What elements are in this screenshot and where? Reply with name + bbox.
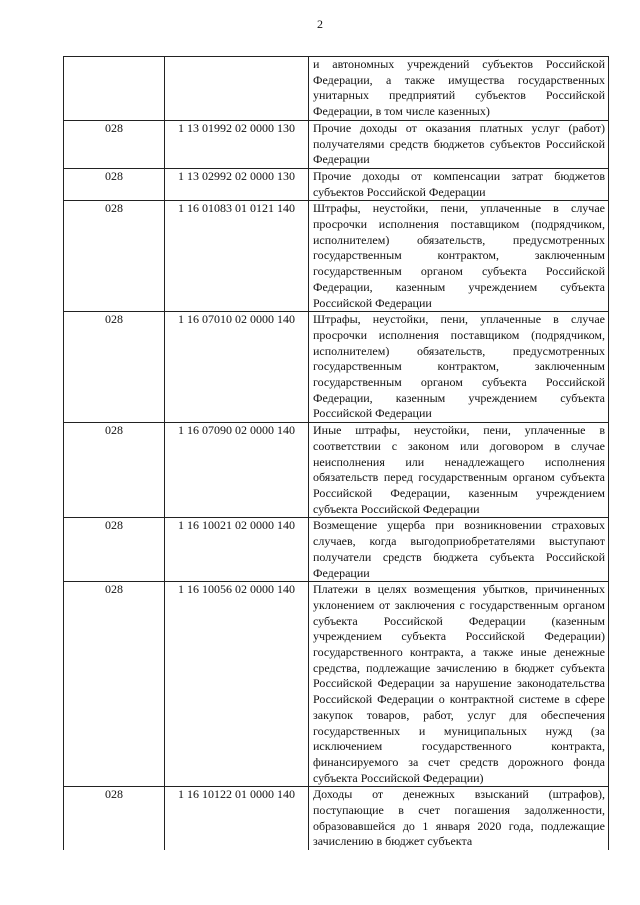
table-row [64, 423, 609, 518]
description-cell: Штрафы, неустойки, пени, уплаченные в случае просрочки исполнения поставщиком (подрядчиком, исполнителем) обязательств, предусмотренных государственным контрактом, заключенным государственным органом субъекта Российской Федерации, казенным учреждением субъекта Российской Федерации [309, 312, 609, 423]
revenue-code-cell: 1 13 02992 02 0000 130 [165, 168, 309, 200]
admin-code-cell: 028 [64, 518, 165, 582]
description-cell: Платежи в целях возмещения убытков, причиненных уклонением от заключения с государственным органом субъекта Российской Федерации (казенным учреждением субъекта Российской Федерации) государственного контракта, а также иные денежные средства, подлежащие зачислению в бюджет субъекта Российской Федерации за нарушение законодательства Российской Федерации о контрактной системе в сфере закупок товаров, работ, услуг для обеспечения государственных и муниципальных нужд (за исключением государственного контракта, финансируемого за счет средств дорожного фонда субъекта Российской Федерации) [309, 582, 609, 787]
revenue-code-cell [165, 57, 309, 121]
table-row [64, 201, 609, 312]
revenue-code-cell: 1 16 10021 02 0000 140 [165, 518, 309, 582]
description-cell: Доходы от денежных взысканий (штрафов), поступающие в счет погашения задолженности, образовавшейся до 1 января 2020 года, подлежащие зачислению в бюджет субъекта [309, 787, 609, 850]
table-row [64, 582, 609, 787]
revenue-code-table [63, 56, 609, 850]
table-row [64, 168, 609, 200]
description-cell: Возмещение ущерба при возникновении страховых случаев, когда выгодоприобретателями выступают получатели средств бюджета субъекта Российской Федерации [309, 518, 609, 582]
revenue-code-cell: 1 16 10122 01 0000 140 [165, 787, 309, 850]
admin-code-cell: 028 [64, 423, 165, 518]
revenue-code-cell: 1 16 07010 02 0000 140 [165, 312, 309, 423]
page-number: 2 [317, 17, 323, 31]
admin-code-cell: 028 [64, 582, 165, 787]
revenue-code-cell: 1 16 01083 01 0121 140 [165, 201, 309, 312]
table-row [64, 57, 609, 121]
table-row [64, 518, 609, 582]
description-cell: и автономных учреждений субъектов Российской Федерации, а также имущества государственных унитарных предприятий субъектов Российской Федерации, в том числе казенных) [309, 57, 609, 121]
revenue-code-cell: 1 16 07090 02 0000 140 [165, 423, 309, 518]
admin-code-cell: 028 [64, 120, 165, 168]
admin-code-cell: 028 [64, 201, 165, 312]
table-row [64, 787, 609, 850]
description-cell: Иные штрафы, неустойки, пени, уплаченные в соответствии с законом или договором в случае неисполнения или ненадлежащего исполнения обязательств перед государственным органом субъекта Российской Федерации, казенным учреждением субъекта Российской Федерации [309, 423, 609, 518]
table-row [64, 312, 609, 423]
admin-code-cell: 028 [64, 168, 165, 200]
description-cell: Прочие доходы от оказания платных услуг (работ) получателями средств бюджетов субъектов Российской Федерации [309, 120, 609, 168]
description-cell: Штрафы, неустойки, пени, уплаченные в случае просрочки исполнения поставщиком (подрядчиком, исполнителем) обязательств, предусмотренных государственным контрактом, заключенным государственным органом субъекта Российской Федерации, казенным учреждением субъекта Российской Федерации [309, 201, 609, 312]
admin-code-cell [64, 57, 165, 121]
revenue-code-cell: 1 13 01992 02 0000 130 [165, 120, 309, 168]
revenue-code-cell: 1 16 10056 02 0000 140 [165, 582, 309, 787]
admin-code-cell: 028 [64, 312, 165, 423]
table-row [64, 120, 609, 168]
admin-code-cell: 028 [64, 787, 165, 850]
description-cell: Прочие доходы от компенсации затрат бюджетов субъектов Российской Федерации [309, 168, 609, 200]
